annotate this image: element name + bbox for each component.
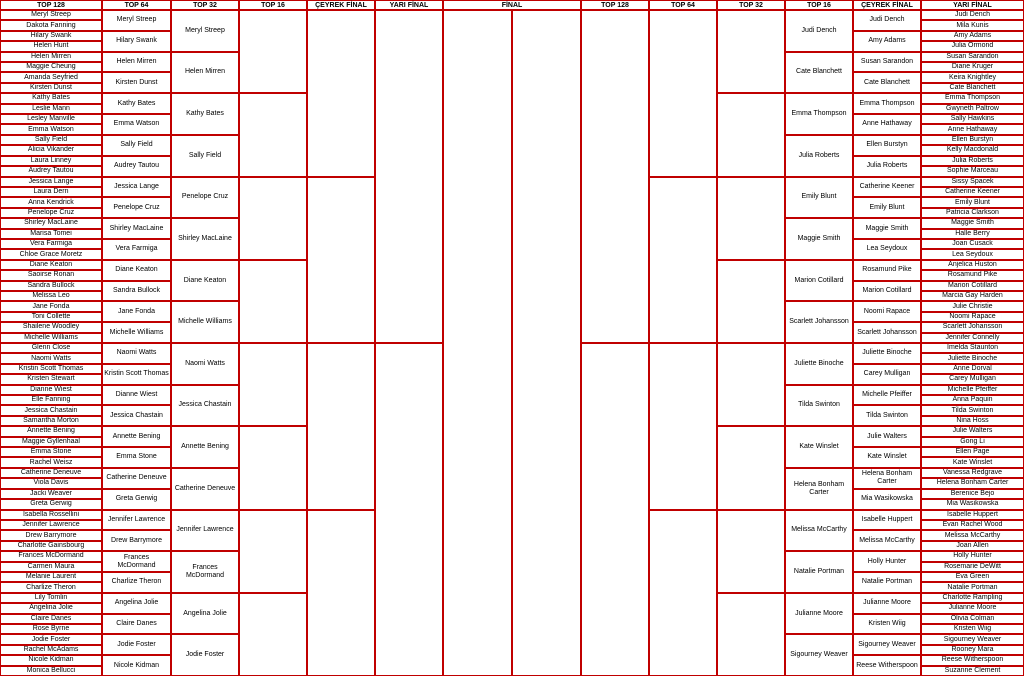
right-top32-entry: Scarlett Johansson xyxy=(785,301,853,343)
left-top64-entry: Sally Field xyxy=(102,135,171,156)
right-top64-entry: Julia Roberts xyxy=(853,156,921,177)
left-top16-slot xyxy=(239,510,307,593)
left-top128-entry: Sandra Bullock xyxy=(0,281,102,291)
right-top64-entry: Ellen Burstyn xyxy=(853,135,921,156)
left-top64-entry: Penelope Cruz xyxy=(102,197,171,218)
left-top64-entry: Annette Bening xyxy=(102,426,171,447)
right-top128-entry: Michelle Pfeiffer xyxy=(921,385,1024,395)
left-top64-entry: Hilary Swank xyxy=(102,31,171,52)
left-top128-entry: Laura Dern xyxy=(0,187,102,197)
header-left-yari-fi-nal: YARI FİNAL xyxy=(375,0,443,10)
left-top128-entry: Samantha Morton xyxy=(0,416,102,426)
left-top64-entry: Dianne Wiest xyxy=(102,385,171,406)
right-top128-entry: Imelda Staunton xyxy=(921,343,1024,353)
right-yari-final-slot xyxy=(581,10,649,343)
right-top128-entry: Vanessa Redgrave xyxy=(921,468,1024,478)
right-ceyrek-final-slot xyxy=(649,510,717,676)
left-top32-entry: Jennifer Lawrence xyxy=(171,510,239,552)
left-top128-entry: Charlize Theron xyxy=(0,582,102,592)
left-top128-entry: Saoirse Ronan xyxy=(0,270,102,280)
right-top64-entry: Julianne Moore xyxy=(853,593,921,614)
left-top128-entry: Claire Danes xyxy=(0,614,102,624)
header-left-eyrek-fi-nal: ÇEYREK FİNAL xyxy=(307,0,375,10)
left-top64-entry: Nicole Kidman xyxy=(102,655,171,676)
left-top128-entry: Rachel McAdams xyxy=(0,645,102,655)
right-top128-entry: Olivia Colman xyxy=(921,614,1024,624)
left-top32-entry: Penelope Cruz xyxy=(171,177,239,219)
right-top64-entry: Lea Seydoux xyxy=(853,239,921,260)
right-top128-entry: Evan Rachel Wood xyxy=(921,520,1024,530)
left-top128-entry: Monica Bellucci xyxy=(0,666,102,676)
right-top32-entry: Natalie Portman xyxy=(785,551,853,593)
right-ceyrek-final-slot xyxy=(649,177,717,344)
right-top64-entry: Maggie Smith xyxy=(853,218,921,239)
right-top64-entry: Anne Hathaway xyxy=(853,114,921,135)
left-ceyrek-final-slot xyxy=(307,177,375,344)
right-top128-entry: Julia Roberts xyxy=(921,156,1024,166)
right-top64-entry: Sigourney Weaver xyxy=(853,634,921,655)
left-top16-slot xyxy=(239,10,307,93)
right-top32-entry: Juliette Binoche xyxy=(785,343,853,385)
right-top128-entry: Mia Wasikowska xyxy=(921,499,1024,509)
right-top128-entry: Emma Thompson xyxy=(921,93,1024,103)
right-top128-entry: Marcia Gay Harden xyxy=(921,291,1024,301)
right-top128-entry: Kate Winslet xyxy=(921,457,1024,467)
left-top128-entry: Diane Keaton xyxy=(0,260,102,270)
right-top64-entry: Isabelle Huppert xyxy=(853,510,921,531)
right-top64-entry: Tilda Swinton xyxy=(853,405,921,426)
right-top128-entry: Keira Knightley xyxy=(921,72,1024,82)
right-top128-entry: Berenice Bejo xyxy=(921,489,1024,499)
left-top128-entry: Melanie Laurent xyxy=(0,572,102,582)
right-top32-entry: Helena Bonham Carter xyxy=(785,468,853,510)
right-top128-entry: Isabelle Huppert xyxy=(921,510,1024,520)
left-top128-entry: Alicia Vikander xyxy=(0,145,102,155)
left-top128-entry: Maggie Cheung xyxy=(0,62,102,72)
header-right-yari-fi-nal: YARI FİNAL xyxy=(921,0,1024,10)
right-top32-entry: Cate Blanchett xyxy=(785,52,853,94)
left-top128-entry: Kristin Scott Thomas xyxy=(0,364,102,374)
right-ceyrek-final-slot xyxy=(649,10,717,177)
right-top64-entry: Catherine Keener xyxy=(853,177,921,198)
right-top32-entry: Marion Cotillard xyxy=(785,260,853,302)
right-top128-entry: Mila Kunis xyxy=(921,20,1024,30)
left-top32-entry: Naomi Watts xyxy=(171,343,239,385)
left-top64-entry: Jane Fonda xyxy=(102,301,171,322)
left-top64-entry: Frances McDormand xyxy=(102,551,171,572)
left-top128-entry: Helen Mirren xyxy=(0,52,102,62)
left-top32-entry: Annette Bening xyxy=(171,426,239,468)
left-top128-entry: Drew Barrymore xyxy=(0,530,102,540)
right-top128-entry: Kelly Macdonald xyxy=(921,145,1024,155)
right-top128-entry: Marion Cotillard xyxy=(921,281,1024,291)
right-top128-entry: Rooney Mara xyxy=(921,645,1024,655)
left-top128-entry: Emma Watson xyxy=(0,124,102,134)
left-top128-entry: Michelle Williams xyxy=(0,333,102,343)
right-top16-slot xyxy=(717,260,785,343)
left-top64-entry: Emma Watson xyxy=(102,114,171,135)
left-top128-entry: Audrey Tautou xyxy=(0,166,102,176)
left-top64-entry: Angelina Jolie xyxy=(102,593,171,614)
left-top128-entry: Lesley Manville xyxy=(0,114,102,124)
right-top128-entry: Anne Dorval xyxy=(921,364,1024,374)
left-top32-entry: Jessica Chastain xyxy=(171,385,239,427)
left-yari-final-slot xyxy=(375,343,443,676)
right-top128-entry: Rosemarie DeWitt xyxy=(921,562,1024,572)
right-top128-entry: Scarlett Johansson xyxy=(921,322,1024,332)
right-top128-entry: Carey Mulligan xyxy=(921,374,1024,384)
right-top128-entry: Sigourney Weaver xyxy=(921,634,1024,644)
right-top128-entry: Holly Hunter xyxy=(921,551,1024,561)
left-top64-entry: Drew Barrymore xyxy=(102,530,171,551)
left-top16-slot xyxy=(239,343,307,426)
left-top128-entry: Jodie Foster xyxy=(0,634,102,644)
right-top128-entry: Suzanne Clement xyxy=(921,666,1024,676)
left-top32-entry: Michelle Williams xyxy=(171,301,239,343)
right-top128-entry: Halle Berry xyxy=(921,229,1024,239)
left-top128-entry: Hilary Swank xyxy=(0,31,102,41)
right-top128-entry: Gong Li xyxy=(921,437,1024,447)
right-top128-entry: Eva Green xyxy=(921,572,1024,582)
left-top64-entry: Jennifer Lawrence xyxy=(102,510,171,531)
left-top128-entry: Kathy Bates xyxy=(0,93,102,103)
right-top128-entry: Gwyneth Paltrow xyxy=(921,104,1024,114)
left-top32-entry: Sally Field xyxy=(171,135,239,177)
left-top64-entry: Helen Mirren xyxy=(102,52,171,73)
left-top64-entry: Kathy Bates xyxy=(102,93,171,114)
left-top128-entry: Dakota Fanning xyxy=(0,20,102,30)
right-top128-entry: Tilda Swinton xyxy=(921,405,1024,415)
right-top32-entry: Kate Winslet xyxy=(785,426,853,468)
header-right-top-128: TOP 128 xyxy=(581,0,649,10)
right-top64-entry: Julie Walters xyxy=(853,426,921,447)
left-ceyrek-final-slot xyxy=(307,343,375,510)
left-top64-entry: Diane Keaton xyxy=(102,260,171,281)
left-top128-entry: Elle Fanning xyxy=(0,395,102,405)
left-top64-entry: Audrey Tautou xyxy=(102,156,171,177)
left-top128-entry: Kristen Stewart xyxy=(0,374,102,384)
right-top64-entry: Susan Sarandon xyxy=(853,52,921,73)
right-ceyrek-final-slot xyxy=(649,343,717,510)
right-top64-entry: Kate Winslet xyxy=(853,447,921,468)
left-top64-entry: Meryl Streep xyxy=(102,10,171,31)
left-top128-entry: Charlotte Gainsbourg xyxy=(0,541,102,551)
left-top128-entry: Annette Bening xyxy=(0,426,102,436)
right-top64-entry: Noomi Rapace xyxy=(853,301,921,322)
left-top64-entry: Kirsten Dunst xyxy=(102,72,171,93)
header-left-top-16: TOP 16 xyxy=(239,0,307,10)
left-top32-entry: Helen Mirren xyxy=(171,52,239,94)
left-top128-entry: Shirley MacLaine xyxy=(0,218,102,228)
right-top32-entry: Sigourney Weaver xyxy=(785,634,853,676)
right-top64-entry: Holly Hunter xyxy=(853,551,921,572)
right-top32-entry: Emily Blunt xyxy=(785,177,853,219)
left-top32-entry: Jodie Foster xyxy=(171,634,239,676)
left-top128-entry: Rachel Weisz xyxy=(0,457,102,467)
left-top128-entry: Angelina Jolie xyxy=(0,603,102,613)
right-top64-entry: Kristen Wiig xyxy=(853,614,921,635)
left-top128-entry: Marisa Tomei xyxy=(0,229,102,239)
right-top64-entry: Amy Adams xyxy=(853,31,921,52)
right-top128-entry: Reese Witherspoon xyxy=(921,655,1024,665)
left-top128-entry: Shailene Woodley xyxy=(0,322,102,332)
right-top128-entry: Rosamund Pike xyxy=(921,270,1024,280)
left-top32-entry: Catherine Deneuve xyxy=(171,468,239,510)
right-top128-entry: Julianne Moore xyxy=(921,603,1024,613)
left-top128-entry: Vera Farmiga xyxy=(0,239,102,249)
right-top128-entry: Catherine Keener xyxy=(921,187,1024,197)
right-top128-entry: Kristen Wiig xyxy=(921,624,1024,634)
left-top128-entry: Anna Kendrick xyxy=(0,197,102,207)
right-top128-entry: Jennifer Connelly xyxy=(921,333,1024,343)
right-top128-entry: Joan Cusack xyxy=(921,239,1024,249)
right-top128-entry: Charlotte Rampling xyxy=(921,593,1024,603)
right-top16-slot xyxy=(717,510,785,593)
left-top128-entry: Carmen Maura xyxy=(0,562,102,572)
right-top128-entry: Melissa McCarthy xyxy=(921,530,1024,540)
left-top64-entry: Emma Stone xyxy=(102,447,171,468)
left-top128-entry: Jane Fonda xyxy=(0,301,102,311)
right-top128-entry: Patricia Clarkson xyxy=(921,208,1024,218)
left-top64-entry: Naomi Watts xyxy=(102,343,171,364)
left-top64-entry: Jessica Chastain xyxy=(102,405,171,426)
right-top128-entry: Amy Adams xyxy=(921,31,1024,41)
left-top128-entry: Glenn Close xyxy=(0,343,102,353)
left-top128-entry: Emma Stone xyxy=(0,447,102,457)
right-top128-entry: Sissy Spacek xyxy=(921,177,1024,187)
left-top128-entry: Naomi Watts xyxy=(0,353,102,363)
left-top128-entry: Lily Tomlin xyxy=(0,593,102,603)
right-top64-entry: Marion Cotillard xyxy=(853,281,921,302)
left-top128-entry: Greta Gerwig xyxy=(0,499,102,509)
right-top128-entry: Sophie Marceau xyxy=(921,166,1024,176)
left-top64-entry: Kristin Scott Thomas xyxy=(102,364,171,385)
right-top16-slot xyxy=(717,426,785,509)
left-top128-entry: Laura Linney xyxy=(0,156,102,166)
right-top16-slot xyxy=(717,177,785,260)
right-top128-entry: Ellen Burstyn xyxy=(921,135,1024,145)
right-top128-entry: Julia Ormond xyxy=(921,41,1024,51)
left-ceyrek-final-slot xyxy=(307,510,375,676)
header-right-eyrek-fi-nal: ÇEYREK FİNAL xyxy=(853,0,921,10)
right-top32-entry: Julia Roberts xyxy=(785,135,853,177)
left-top128-entry: Jennifer Lawrence xyxy=(0,520,102,530)
left-top64-entry: Greta Gerwig xyxy=(102,489,171,510)
right-top128-entry: Helena Bonham Carter xyxy=(921,478,1024,488)
right-top32-entry: Emma Thompson xyxy=(785,93,853,135)
left-top32-entry: Kathy Bates xyxy=(171,93,239,135)
left-top64-entry: Sandra Bullock xyxy=(102,281,171,302)
left-top32-entry: Frances McDormand xyxy=(171,551,239,593)
right-top128-entry: Nina Hoss xyxy=(921,416,1024,426)
left-top128-entry: Toni Collette xyxy=(0,312,102,322)
header-right-top-16: TOP 16 xyxy=(785,0,853,10)
header-right-top-64: TOP 64 xyxy=(649,0,717,10)
left-top128-entry: Helen Hunt xyxy=(0,41,102,51)
right-top64-entry: Scarlett Johansson xyxy=(853,322,921,343)
right-top32-entry: Julianne Moore xyxy=(785,593,853,635)
right-top128-entry: Anne Hathaway xyxy=(921,124,1024,134)
left-top128-entry: Sally Field xyxy=(0,135,102,145)
right-top128-entry: Noomi Rapace xyxy=(921,312,1024,322)
right-top128-entry: Natalie Portman xyxy=(921,582,1024,592)
left-ceyrek-final-slot xyxy=(307,10,375,177)
left-top64-entry: Catherine Deneuve xyxy=(102,468,171,489)
right-top128-entry: Joan Allen xyxy=(921,541,1024,551)
left-top128-entry: Penelope Cruz xyxy=(0,208,102,218)
right-top64-entry: Judi Dench xyxy=(853,10,921,31)
right-top128-entry: Julie Walters xyxy=(921,426,1024,436)
right-top128-entry: Sally Hawkins xyxy=(921,114,1024,124)
header-left-top-64: TOP 64 xyxy=(102,0,171,10)
right-top32-entry: Tilda Swinton xyxy=(785,385,853,427)
right-top32-entry: Maggie Smith xyxy=(785,218,853,260)
left-top128-entry: Amanda Seyfried xyxy=(0,72,102,82)
left-top64-entry: Claire Danes xyxy=(102,614,171,635)
right-top64-entry: Cate Blanchett xyxy=(853,72,921,93)
right-top128-entry: Maggie Smith xyxy=(921,218,1024,228)
right-top64-entry: Melissa McCarthy xyxy=(853,530,921,551)
left-top64-entry: Shirley MacLaine xyxy=(102,218,171,239)
right-top64-entry: Mia Wasikowska xyxy=(853,489,921,510)
right-top128-entry: Cate Blanchett xyxy=(921,83,1024,93)
header-final: FİNAL xyxy=(443,0,581,10)
final-slot-left xyxy=(443,10,512,676)
right-top128-entry: Susan Sarandon xyxy=(921,52,1024,62)
right-top128-entry: Juliette Binoche xyxy=(921,353,1024,363)
left-top32-entry: Angelina Jolie xyxy=(171,593,239,635)
right-top16-slot xyxy=(717,593,785,676)
left-top128-entry: Isabella Rossellini xyxy=(0,510,102,520)
left-top16-slot xyxy=(239,593,307,676)
left-top32-entry: Shirley MacLaine xyxy=(171,218,239,260)
left-top128-entry: Jessica Chastain xyxy=(0,405,102,415)
left-top128-entry: Jessica Lange xyxy=(0,177,102,187)
left-top128-entry: Jacki Weaver xyxy=(0,489,102,499)
right-yari-final-slot xyxy=(581,343,649,676)
right-top32-entry: Melissa McCarthy xyxy=(785,510,853,552)
left-top64-entry: Charlize Theron xyxy=(102,572,171,593)
left-top32-entry: Meryl Streep xyxy=(171,10,239,52)
left-top32-entry: Diane Keaton xyxy=(171,260,239,302)
left-top64-entry: Jessica Lange xyxy=(102,177,171,198)
right-top16-slot xyxy=(717,10,785,93)
right-top128-entry: Ellen Page xyxy=(921,447,1024,457)
right-top64-entry: Natalie Portman xyxy=(853,572,921,593)
left-top128-entry: Dianne Wiest xyxy=(0,385,102,395)
left-top128-entry: Frances McDormand xyxy=(0,551,102,561)
right-top64-entry: Carey Mulligan xyxy=(853,364,921,385)
right-top16-slot xyxy=(717,343,785,426)
left-top128-entry: Leslie Mann xyxy=(0,104,102,114)
right-top64-entry: Juliette Binoche xyxy=(853,343,921,364)
right-top128-entry: Diane Kruger xyxy=(921,62,1024,72)
right-top32-entry: Judi Dench xyxy=(785,10,853,52)
left-top128-entry: Kirsten Dunst xyxy=(0,83,102,93)
left-top16-slot xyxy=(239,426,307,509)
right-top64-entry: Michelle Pfeiffer xyxy=(853,385,921,406)
right-top128-entry: Julie Christie xyxy=(921,301,1024,311)
left-top128-entry: Catherine Deneuve xyxy=(0,468,102,478)
left-top128-entry: Chloe Grace Moretz xyxy=(0,249,102,259)
right-top128-entry: Lea Seydoux xyxy=(921,249,1024,259)
right-top16-slot xyxy=(717,93,785,176)
header-left-top-32: TOP 32 xyxy=(171,0,239,10)
header-left-top-128: TOP 128 xyxy=(0,0,102,10)
right-top128-entry: Anna Paquin xyxy=(921,395,1024,405)
left-top128-entry: Nicole Kidman xyxy=(0,655,102,665)
left-top128-entry: Meryl Streep xyxy=(0,10,102,20)
left-top64-entry: Jodie Foster xyxy=(102,634,171,655)
right-top128-entry: Emily Blunt xyxy=(921,197,1024,207)
left-top64-entry: Vera Farmiga xyxy=(102,239,171,260)
left-yari-final-slot xyxy=(375,10,443,343)
left-top16-slot xyxy=(239,93,307,176)
header-right-top-32: TOP 32 xyxy=(717,0,785,10)
left-top16-slot xyxy=(239,260,307,343)
left-top16-slot xyxy=(239,177,307,260)
right-top64-entry: Emily Blunt xyxy=(853,197,921,218)
left-top128-entry: Melissa Leo xyxy=(0,291,102,301)
final-slot-right xyxy=(512,10,581,676)
left-top128-entry: Maggie Gyllenhaal xyxy=(0,437,102,447)
left-top64-entry: Michelle Williams xyxy=(102,322,171,343)
right-top64-entry: Rosamund Pike xyxy=(853,260,921,281)
left-top128-entry: Rose Byrne xyxy=(0,624,102,634)
right-top64-entry: Emma Thompson xyxy=(853,93,921,114)
right-top128-entry: Judi Dench xyxy=(921,10,1024,20)
right-top128-entry: Anjelica Huston xyxy=(921,260,1024,270)
left-top128-entry: Viola Davis xyxy=(0,478,102,488)
right-top64-entry: Helena Bonham Carter xyxy=(853,468,921,489)
right-top64-entry: Reese Witherspoon xyxy=(853,655,921,676)
